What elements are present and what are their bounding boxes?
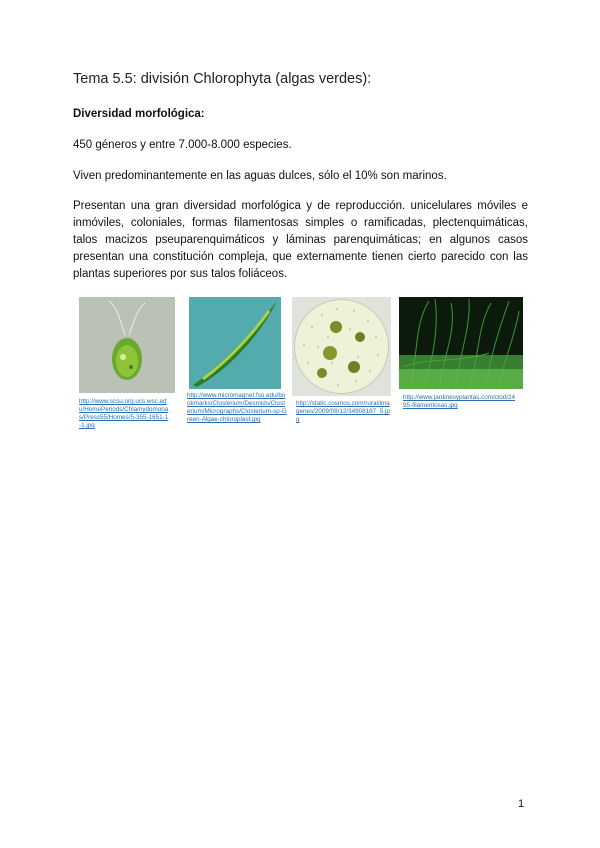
page-number: 1	[518, 798, 525, 810]
figure-caption-4[interactable]: http://www.jardinesyplantas.com/clod/2495-filamentosas.jpg	[403, 394, 516, 409]
figure-caption-3[interactable]: http://static.cosmos.com/rural/imagenes/2009/08/12/34908187_5.jpg	[296, 400, 390, 423]
paragraph-habitat: Viven predominantemente en las aguas dulces, sólo el 10% son marinos.	[73, 170, 447, 182]
paragraph-diversity: Presentan una gran diversidad morfológica y de reproducción. unicelulares móviles e inmóviles, coloniales, formas filamentosas simples o ramificadas, plectenquimáticas, talos macizos pseuparenquimáticos y láminas parenquimáticas; en algunos casos presentan una constitución compleja, que externamente tienen cierto parecido con las plantas superiores por sus talos foliáceos.	[73, 200, 528, 280]
section-heading: Diversidad morfológica:	[73, 108, 205, 120]
paragraph-genera: 450 géneros y entre 7.000-8.000 especies.	[73, 139, 292, 151]
figure-caption-1[interactable]: http://www.scsu.org.ucs.wsc.edu/HomePeriods/Chlamydomonas/Press55/Homes/5-355-1651-1-1.jpg	[79, 398, 169, 429]
volvox-image	[292, 297, 391, 396]
page-title: Tema 5.5: división Chlorophyta (algas verdes):	[73, 71, 372, 87]
figure-caption-2[interactable]: http://www.micromagnet.fsu.edu/bookmarks/Closterium/Desmids/Closterium/Micrographs/Closterium-sp-Green-Algae-chloroplast.jpg	[187, 392, 287, 423]
closterium-image	[189, 297, 281, 389]
filamentous-algae-image	[399, 297, 523, 389]
chlamydomonas-image	[79, 297, 175, 393]
